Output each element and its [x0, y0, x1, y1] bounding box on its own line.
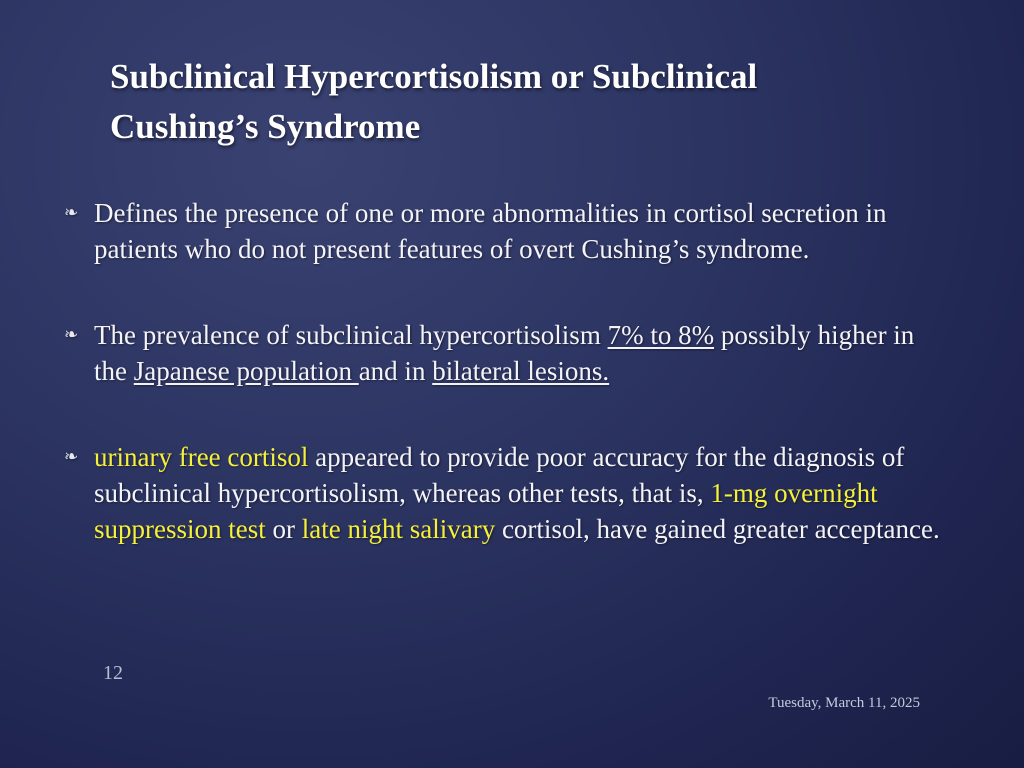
highlight-suppression-test: 1-mg overnight suppression test: [94, 478, 878, 544]
page-number: 12: [103, 662, 123, 684]
bullet-text: appeared to provide poor accuracy for the diagnosis of subclinical hypercortisolism, whereas other tests, that is,: [94, 442, 905, 508]
bullet-item-prevalence: [60, 317, 940, 389]
bullet-text: The prevalence of subclinical hypercortisolism: [94, 320, 608, 350]
feather-bullet-icon: ❧: [64, 447, 79, 467]
highlight-late-night-salivary: late night salivary: [301, 514, 496, 544]
bullet-item-definition: [60, 195, 940, 267]
slide-date: Tuesday, March 11, 2025: [768, 695, 920, 711]
bullet-text: and in: [358, 356, 433, 386]
feather-bullet-icon: ❧: [64, 203, 79, 223]
slide-title-line-1: Subclinical Hypercortisolism or Subclinical: [110, 57, 758, 96]
bullet-text: or: [265, 514, 302, 544]
slide-title: [110, 52, 970, 152]
link-japanese-population[interactable]: Japanese population: [133, 356, 359, 386]
bullet-text: possibly higher in the: [94, 320, 915, 386]
bullet-list: [60, 195, 940, 547]
bullet-item-tests: [60, 439, 940, 547]
feather-bullet-icon: ❧: [64, 325, 79, 345]
slide-title-line-2: Cushing’s Syndrome: [110, 107, 421, 146]
highlight-urinary-free-cortisol: urinary free cortisol: [94, 442, 309, 472]
bullet-text: Defines the presence of one or more abnormalities in cortisol secretion in patients who do not present features of overt Cushing’s syndrome.: [94, 198, 887, 264]
link-prevalence-percent[interactable]: 7% to 8%: [607, 320, 715, 350]
bullet-text: cortisol, have gained greater acceptance.: [495, 514, 940, 544]
link-bilateral-lesions[interactable]: bilateral lesions.: [432, 356, 610, 386]
